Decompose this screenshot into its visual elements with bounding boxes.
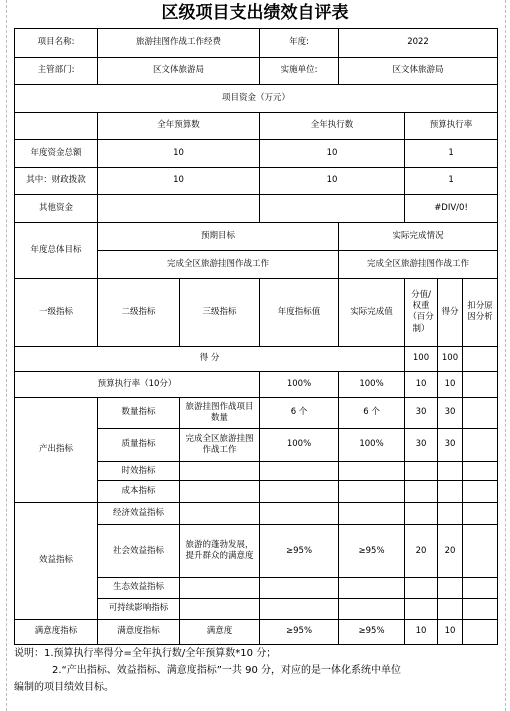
- indicator-header-row: [15, 279, 498, 346]
- funds-blank-header: [15, 112, 98, 140]
- funds-col-budget: 全年预算数: [98, 112, 260, 140]
- col-deduction: 扣分原因分析: [463, 279, 498, 346]
- funds-section-title: 项目资金（万元）: [15, 85, 498, 113]
- output-qual-actual: 100%: [339, 429, 405, 462]
- page-title: 区级项目支出绩效自评表: [161, 3, 349, 23]
- goal-actual-label: 实际完成情况: [339, 223, 498, 251]
- total-score: 100: [438, 346, 463, 372]
- col-level2: 二级指标: [98, 279, 180, 346]
- total-weight: 100: [405, 346, 438, 372]
- budget-rate-weight: 10: [405, 372, 438, 398]
- funds-row: [15, 167, 498, 195]
- satisfaction-deduction: [463, 620, 498, 645]
- funds-label: 其中：财政拨款: [15, 167, 98, 195]
- satisfaction-l3: 满意度: [180, 620, 260, 645]
- goal-label: 年度总体目标: [15, 223, 98, 279]
- output-level1: 产出指标: [15, 397, 98, 502]
- funds-row: [15, 195, 498, 223]
- output-qual-score: 30: [438, 429, 463, 462]
- budget-rate-target: 100%: [260, 372, 339, 398]
- dept-label: 主管部门:: [15, 57, 98, 85]
- budget-rate-label: 预算执行率（10分）: [15, 372, 260, 398]
- note-line-1: 说明：1.预算执行率得分=全年执行数/全年预算数*10 分；: [14, 648, 277, 659]
- satisfaction-target: ≥95%: [260, 620, 339, 645]
- dept-value: 区文体旅游局: [98, 57, 260, 85]
- budget-rate-actual: 100%: [339, 372, 405, 398]
- benefit-social-target: ≥95%: [260, 525, 339, 578]
- benefit-level1: 效益指标: [15, 502, 98, 619]
- output-qual-target: 100%: [260, 429, 339, 462]
- output-qty-target: 6 个: [260, 397, 339, 429]
- output-qual-weight: 30: [405, 429, 438, 462]
- col-weight: 分值/权重（百分制）: [405, 279, 438, 346]
- benefit-sustain-l2: 可持续影响指标: [98, 598, 180, 619]
- funds-exec: 10: [260, 167, 405, 195]
- output-time-l2: 时效指标: [98, 462, 180, 481]
- satisfaction-level1: 满意度指标: [15, 620, 98, 645]
- satisfaction-actual: ≥95%: [339, 620, 405, 645]
- col-score: 得分: [438, 279, 463, 346]
- evaluation-table: [14, 28, 498, 645]
- benefit-social-weight: 20: [405, 525, 438, 578]
- page-border-right: [505, 0, 506, 711]
- note-line-3: 编制的项目绩效目标。: [14, 682, 114, 693]
- notes: [14, 645, 504, 696]
- impl-label: 实施单位:: [260, 57, 339, 85]
- page-border-left: [6, 0, 7, 711]
- output-qual-l2: 质量指标: [98, 429, 180, 462]
- funds-rate: #DIV/0!: [405, 195, 498, 223]
- benefit-social-deduction: [463, 525, 498, 578]
- goal-actual: 完成全区旅游挂图作战工作: [339, 250, 498, 279]
- project-name-label: 项目名称:: [15, 29, 98, 58]
- budget-rate-deduction: [463, 372, 498, 398]
- funds-rate: 1: [405, 167, 498, 195]
- funds-col-header: [15, 112, 498, 140]
- funds-budget: 10: [98, 140, 260, 168]
- total-deduction: [463, 346, 498, 372]
- benefit-social-l2: 社会效益指标: [98, 525, 180, 578]
- header-row-1: [15, 29, 498, 58]
- col-level3: 三级指标: [180, 279, 260, 346]
- project-name: 旅游挂图作战工作经费: [98, 29, 260, 58]
- total-score-row: [15, 346, 498, 372]
- funds-label: 其他资金: [15, 195, 98, 223]
- funds-budget: [98, 195, 260, 223]
- output-qty-deduction: [463, 397, 498, 429]
- impl-value: 区文体旅游局: [339, 57, 498, 85]
- output-qual-l3: 完成全区旅游挂图作战工作: [180, 429, 260, 462]
- satisfaction-score: 10: [438, 620, 463, 645]
- output-qty-actual: 6 个: [339, 397, 405, 429]
- funds-col-rate: 预算执行率: [405, 112, 498, 140]
- col-level1: 一级指标: [15, 279, 98, 346]
- output-qty-l3: 旅游挂图作战项目数量: [180, 397, 260, 429]
- funds-label: 年度资金总额: [15, 140, 98, 168]
- year-label: 年度:: [260, 29, 339, 58]
- note-line-2: 2.“产出指标、效益指标、满意度指标”一共 90 分，对应的是一体化系统中单位: [52, 665, 401, 676]
- output-cost-l2: 成本指标: [98, 481, 180, 502]
- benefit-social-actual: ≥95%: [339, 525, 405, 578]
- benefit-social-l3: 旅游的蓬勃发展，提升群众的满意度: [180, 525, 260, 578]
- funds-rate: 1: [405, 140, 498, 168]
- col-target: 年度指标值: [260, 279, 339, 346]
- benefit-social-score: 20: [438, 525, 463, 578]
- benefit-econ-l2: 经济效益指标: [98, 502, 180, 524]
- funds-section-row: [15, 85, 498, 113]
- header-row-2: [15, 57, 498, 85]
- funds-budget: 10: [98, 167, 260, 195]
- funds-row: [15, 140, 498, 168]
- goal-expected: 完成全区旅游挂图作战工作: [98, 250, 339, 279]
- total-score-label: 得 分: [15, 346, 405, 372]
- goal-header-row: [15, 223, 498, 251]
- budget-rate-row: [15, 372, 498, 398]
- col-actual: 实际完成值: [339, 279, 405, 346]
- output-qty-row: [15, 397, 498, 429]
- goal-expected-label: 预期目标: [98, 223, 339, 251]
- benefit-econ-row: [15, 502, 498, 524]
- funds-exec: 10: [260, 140, 405, 168]
- satisfaction-weight: 10: [405, 620, 438, 645]
- year-value: 2022: [339, 29, 498, 58]
- funds-col-exec: 全年执行数: [260, 112, 405, 140]
- funds-exec: [260, 195, 405, 223]
- output-qty-score: 30: [438, 397, 463, 429]
- satisfaction-l2: 满意度指标: [98, 620, 180, 645]
- satisfaction-row: [15, 620, 498, 645]
- benefit-eco-l2: 生态效益指标: [98, 578, 180, 598]
- output-qty-weight: 30: [405, 397, 438, 429]
- budget-rate-score: 10: [438, 372, 463, 398]
- output-qty-l2: 数量指标: [98, 397, 180, 429]
- output-qual-deduction: [463, 429, 498, 462]
